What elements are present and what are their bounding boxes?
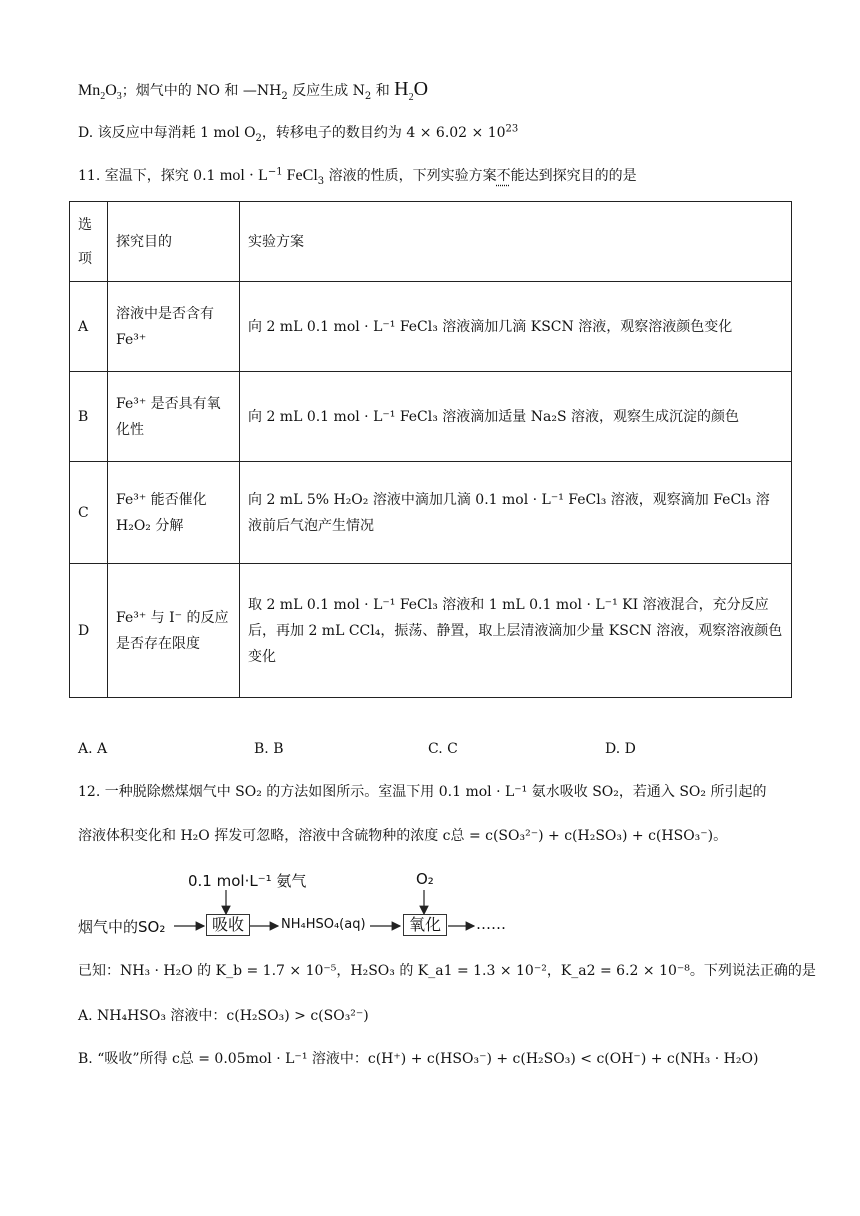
row-plan: 取 2 mL 0.1 mol · L⁻¹ FeCl₃ 溶液和 1 mL 0.1 mol · L⁻¹ KI 溶液混合，充分反应后，再加 2 mL CCl₄，振荡、静置，取上层清液滴加少量 KSCN 溶液，观察溶液颜色变化 xyxy=(240,564,792,698)
row-aim: Fe³⁺ 能否催化 H₂O₂ 分解 xyxy=(108,462,240,564)
row-aim: 溶液中是否含有 Fe³⁺ xyxy=(108,282,240,372)
header-option: 选项 xyxy=(70,202,108,282)
question-12-stem-line1: 12. 一种脱除燃煤烟气中 SO₂ 的方法如图所示。室温下用 0.1 mol · L⁻¹ 氨水吸收 SO₂，若通入 SO₂ 所引起的 xyxy=(78,784,767,800)
choice-a: A. A xyxy=(78,741,108,757)
row-option: C xyxy=(70,462,108,564)
start-label: 烟气中的SO₂ xyxy=(78,918,166,936)
q12-option-b: B. “吸收”所得 c总 = 0.05mol · L⁻¹ 溶液中：c(H⁺) + c(HSO₃⁻) + c(H₂SO₃) < c(OH⁻) + c(NH₃ · H₂O) xyxy=(78,1051,759,1067)
o2-label: O₂ xyxy=(416,870,434,888)
reagent-label: 0.1 mol·L⁻¹ 氨气 xyxy=(188,872,307,890)
question-11-stem: 11. 室温下，探究 0.1 mol · $L^{-1}$ FeCl$_3$ 溶液的性质，下列实验方案不能达到探究目的的是 xyxy=(78,166,637,187)
table-row xyxy=(70,564,792,698)
continued-option-line: $Mn_2O_3$；烟气中的 NO 和 $—NH_2$ 反应生成 $N_2$ 和 $H_2O$ xyxy=(78,78,429,103)
table-row xyxy=(70,372,792,462)
option-d-prev: D. 该反应中每消耗 1 mol $O_2$，转移电子的数目约为 $4 \times 6.02 \times 10^{23}$ xyxy=(78,123,519,144)
formula-h2o: $H_2O$ xyxy=(394,78,429,103)
choice-b: B. B xyxy=(254,741,284,757)
emphasis-not: 不 xyxy=(496,168,511,184)
intermediate-label: NH₄HSO₄(aq) xyxy=(281,917,366,932)
line1-text: ；烟气中的 NO 和 —NH xyxy=(121,83,282,99)
q12-option-a: A. NH₄HSO₃ 溶液中：c(H₂SO₃) > c(SO₃²⁻) xyxy=(78,1008,369,1024)
header-plan: 实验方案 xyxy=(240,202,792,282)
absorb-box: 吸收 xyxy=(206,914,250,936)
choice-c: C. C xyxy=(428,741,458,757)
continue-label: …… xyxy=(476,915,506,933)
row-plan: 向 2 mL 0.1 mol · L⁻¹ FeCl₃ 溶液滴加适量 Na₂S 溶液，观察生成沉淀的颜色 xyxy=(240,372,792,462)
row-aim: Fe³⁺ 是否具有氧化性 xyxy=(108,372,240,462)
oxidize-box: 氧化 xyxy=(403,914,447,936)
row-option: A xyxy=(70,282,108,372)
table-row xyxy=(70,282,792,372)
row-option: D xyxy=(70,564,108,698)
row-option: B xyxy=(70,372,108,462)
process-flow-diagram xyxy=(78,868,518,948)
choice-d: D. D xyxy=(605,741,636,757)
question-12-stem-line2: 溶液体积变化和 H₂O 挥发可忽略，溶液中含硫物种的浓度 c总 = c(SO₃²⁻) + c(H₂SO₃) + c(HSO₃⁻)。 xyxy=(78,828,728,844)
row-plan: 向 2 mL 0.1 mol · L⁻¹ FeCl₃ 溶液滴加几滴 KSCN 溶液，观察溶液颜色变化 xyxy=(240,282,792,372)
row-aim: Fe³⁺ 与 I⁻ 的反应是否存在限度 xyxy=(108,564,240,698)
table-row xyxy=(70,462,792,564)
header-aim: 探究目的 xyxy=(108,202,240,282)
table-header-row xyxy=(70,202,792,282)
row-plan: 向 2 mL 5% H₂O₂ 溶液中滴加几滴 0.1 mol · L⁻¹ FeCl₃ 溶液，观察滴加 FeCl₃ 溶液前后气泡产生情况 xyxy=(240,462,792,564)
formula-mn2o3: $Mn_2O_3$ xyxy=(78,82,122,103)
q11-choices xyxy=(78,741,798,763)
experiment-table xyxy=(69,201,792,698)
known-constants: 已知：NH₃ · H₂O 的 K_b = 1.7 × 10⁻⁵，H₂SO₃ 的 K_a1 = 1.3 × 10⁻²，K_a2 = 6.2 × 10⁻⁸。下列说法正确的是 xyxy=(78,963,816,979)
